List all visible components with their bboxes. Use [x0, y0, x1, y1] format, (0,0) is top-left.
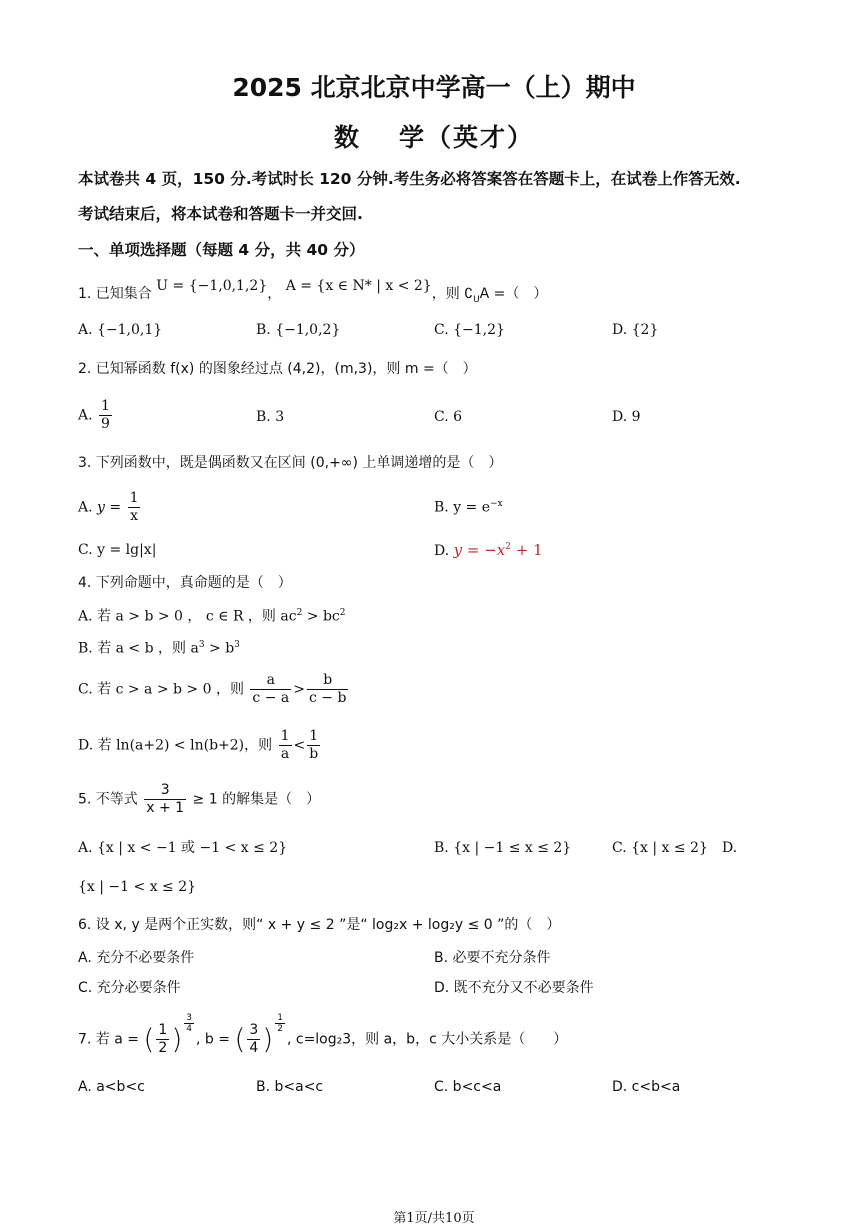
q7-b-exp-den: 2 — [277, 1024, 283, 1034]
q3-a-den: x — [130, 508, 138, 524]
q7-intro: 7. 若 a = — [78, 1031, 140, 1048]
q7-b-exponent — [275, 1013, 285, 1034]
q3-a-prefix: A. — [78, 499, 93, 516]
q3-d-exp: 2 — [505, 542, 511, 552]
q7-b-num: 3 — [249, 1022, 259, 1038]
q1-sep: ， — [267, 286, 282, 302]
q4-a-exp1: 2 — [296, 608, 303, 618]
q1-complement-sub: U — [473, 294, 480, 305]
q4-d-d2: b — [309, 746, 319, 762]
q6-option-c[interactable]: C. 充分必要条件 — [78, 980, 181, 996]
q7-option-d[interactable]: D. c<b<a — [612, 1079, 681, 1095]
q7-b-exp-num: 1 — [277, 1013, 283, 1023]
q5-option-b[interactable]: B. {x | −1 ≤ x ≤ 2} — [434, 840, 572, 856]
q5-fraction — [144, 782, 186, 817]
notice-line-1: 本试卷共 4 页，150 分.考试时长 120 分钟.考生务必将答案答在答题卡上，在试卷上作答无效. — [78, 170, 741, 188]
q1-option-c[interactable]: C. {−1,2} — [434, 322, 505, 338]
q4-c-n2: b — [307, 672, 348, 690]
q5-option-c[interactable]: C. {x | x ≤ 2} — [612, 840, 708, 856]
q7-a-fraction — [156, 1022, 169, 1057]
q3-d-expr: y = −x — [453, 541, 506, 559]
q4-option-d[interactable] — [78, 728, 322, 763]
q4-b-text: B. 若 a < b ，则 a — [78, 640, 199, 657]
q4-a-text: A. 若 a > b > 0 ， c ∈ R ，则 ac — [78, 608, 297, 625]
q2-option-b[interactable]: B. 3 — [256, 409, 285, 425]
q7-a-den: 2 — [158, 1040, 168, 1056]
question-2-stem: 2. 已知幂函数 f(x) 的图象经过点 (4,2)，(m,3)，则 m =（ ） — [78, 361, 477, 377]
exam-notice — [78, 162, 798, 232]
q4-c-op: > — [293, 681, 305, 698]
q2-option-c[interactable]: C. 6 — [434, 409, 463, 425]
q5-den: x + 1 — [146, 800, 185, 816]
notice-line-2: 考试结束后，将本试卷和答题卡一并交回. — [78, 205, 363, 223]
q1-complement: ，则 ∁ — [431, 286, 474, 302]
q4-c-frac1 — [250, 672, 291, 707]
q3-option-d[interactable] — [434, 543, 543, 558]
q3-d-tail: + 1 — [510, 541, 543, 559]
q5-option-a[interactable]: A. {x | x < −1 或 −1 < x ≤ 2} — [78, 840, 288, 856]
q4-c-frac2 — [307, 672, 348, 707]
q3-option-b[interactable] — [434, 500, 503, 515]
subtitle-left: 数 — [333, 123, 361, 152]
q1-option-a[interactable]: A. {−1,0,1} — [78, 322, 163, 338]
q4-option-c[interactable] — [78, 672, 350, 707]
q2-option-d[interactable]: D. 9 — [612, 409, 641, 425]
q5-num: 3 — [144, 782, 186, 800]
q4-d-n1: 1 — [280, 728, 290, 744]
section-heading: 一、单项选择题（每题 4 分，共 40 分） — [78, 241, 365, 259]
q3-d-answer — [454, 541, 543, 559]
q7-a-rparen: ) — [171, 1022, 183, 1056]
q3-d-prefix: D. — [434, 543, 450, 559]
q3-option-a[interactable] — [78, 490, 142, 525]
q4-a-mid: > bc — [302, 608, 340, 625]
q4-d-n2: 1 — [307, 728, 320, 746]
q7-a-lparen: ( — [143, 1022, 155, 1056]
question-1-stem — [78, 278, 548, 305]
q1-tail: A =（ ） — [479, 286, 548, 302]
exam-title: 2025 北京北京中学高一（上）期中 — [232, 73, 636, 102]
q3-b-exp: −x — [490, 499, 503, 509]
question-4-stem: 4. 下列命题中，真命题的是（ ） — [78, 575, 292, 591]
q2-a-num: 1 — [101, 398, 110, 414]
q4-c-n1: a — [250, 672, 291, 690]
q7-a-num: 1 — [158, 1022, 168, 1038]
subtitle-right: 学（英才） — [399, 123, 535, 152]
q6-option-a[interactable]: A. 充分不必要条件 — [78, 950, 195, 966]
q7-option-c[interactable]: C. b<c<a — [434, 1079, 502, 1095]
q7-a-exponent — [184, 1013, 194, 1034]
page-footer: 第1页/共10页 — [393, 1211, 475, 1226]
q4-a-exp2: 2 — [339, 608, 346, 618]
q2-a-fraction — [99, 398, 112, 433]
question-3-stem: 3. 下列函数中，既是偶函数又在区间 (0,+∞) 上单调递增的是（ ） — [78, 455, 503, 471]
q7-a-exp-num: 3 — [186, 1013, 193, 1023]
q7-a-exp-den: 4 — [186, 1024, 193, 1034]
q4-d-frac2 — [307, 728, 320, 763]
q4-c-d1: c − a — [252, 690, 290, 706]
q1-set-a: A = {x ∈ N* | x < 2} — [285, 278, 432, 294]
q4-b-exp2: 3 — [234, 640, 240, 650]
q4-option-a[interactable] — [78, 609, 345, 624]
q1-set-u: U = {−1,0,1,2} — [156, 278, 268, 294]
q3-option-c[interactable]: C. y = lg|x| — [78, 542, 157, 558]
question-5-stem — [78, 782, 320, 817]
q6-option-d[interactable]: D. 既不充分又不必要条件 — [434, 980, 594, 996]
q5-option-d-continued[interactable]: {x | −1 < x ≤ 2} — [78, 879, 197, 895]
q5-intro: 5. 不等式 — [78, 791, 138, 808]
q4-d-op: < — [293, 737, 306, 754]
q4-b-mid: > b — [204, 640, 235, 657]
q1-option-d[interactable]: D. {2} — [612, 322, 659, 338]
q7-option-b[interactable]: B. b<a<c — [256, 1079, 324, 1095]
q4-d-d1: a — [280, 746, 290, 762]
q4-c-d2: c − b — [308, 690, 347, 706]
question-6-stem: 6. 设 x, y 是两个正实数，则“ x + y ≤ 2 ”是“ log₂x + log₂y ≤ 0 ”的（ ） — [78, 917, 561, 933]
q4-d-text: D. 若 ln(a+2) < ln(b+2)，则 — [78, 737, 273, 754]
q2-option-a[interactable] — [78, 398, 114, 433]
q7-b-fraction — [247, 1022, 260, 1057]
q2-a-den: 9 — [101, 416, 110, 432]
q4-option-b[interactable] — [78, 641, 240, 656]
q3-a-fraction — [128, 490, 141, 525]
q7-b-lparen: ( — [234, 1022, 246, 1056]
q3-a-num: 1 — [129, 490, 139, 506]
q4-b-exp1: 3 — [198, 640, 205, 650]
q2-a-prefix: A. — [78, 407, 93, 424]
q7-tail: , c=log₂3，则 a，b，c 大小关系是（ ） — [286, 1031, 568, 1048]
q5-option-d[interactable]: D. — [722, 840, 738, 856]
question-7-stem — [78, 1013, 568, 1057]
q3-a-lhs: y = — [97, 499, 122, 516]
q7-option-a[interactable]: A. a<b<c — [78, 1079, 145, 1095]
q4-d-frac1 — [279, 728, 292, 763]
q1-intro: 1. 已知集合 — [78, 286, 152, 302]
q3-b-text: B. y = e — [434, 499, 491, 516]
q7-b-den: 4 — [249, 1040, 259, 1056]
q1-option-b[interactable]: B. {−1,0,2} — [256, 322, 341, 338]
q5-tail: ≥ 1 的解集是（ ） — [192, 791, 321, 808]
q7-b-rparen: ) — [262, 1022, 274, 1056]
exam-subtitle — [0, 118, 868, 154]
q6-option-b[interactable]: B. 必要不充分条件 — [434, 950, 551, 966]
q7-mid: , b = — [196, 1031, 230, 1048]
q4-c-text: C. 若 c > a > b > 0 ，则 — [78, 681, 244, 698]
